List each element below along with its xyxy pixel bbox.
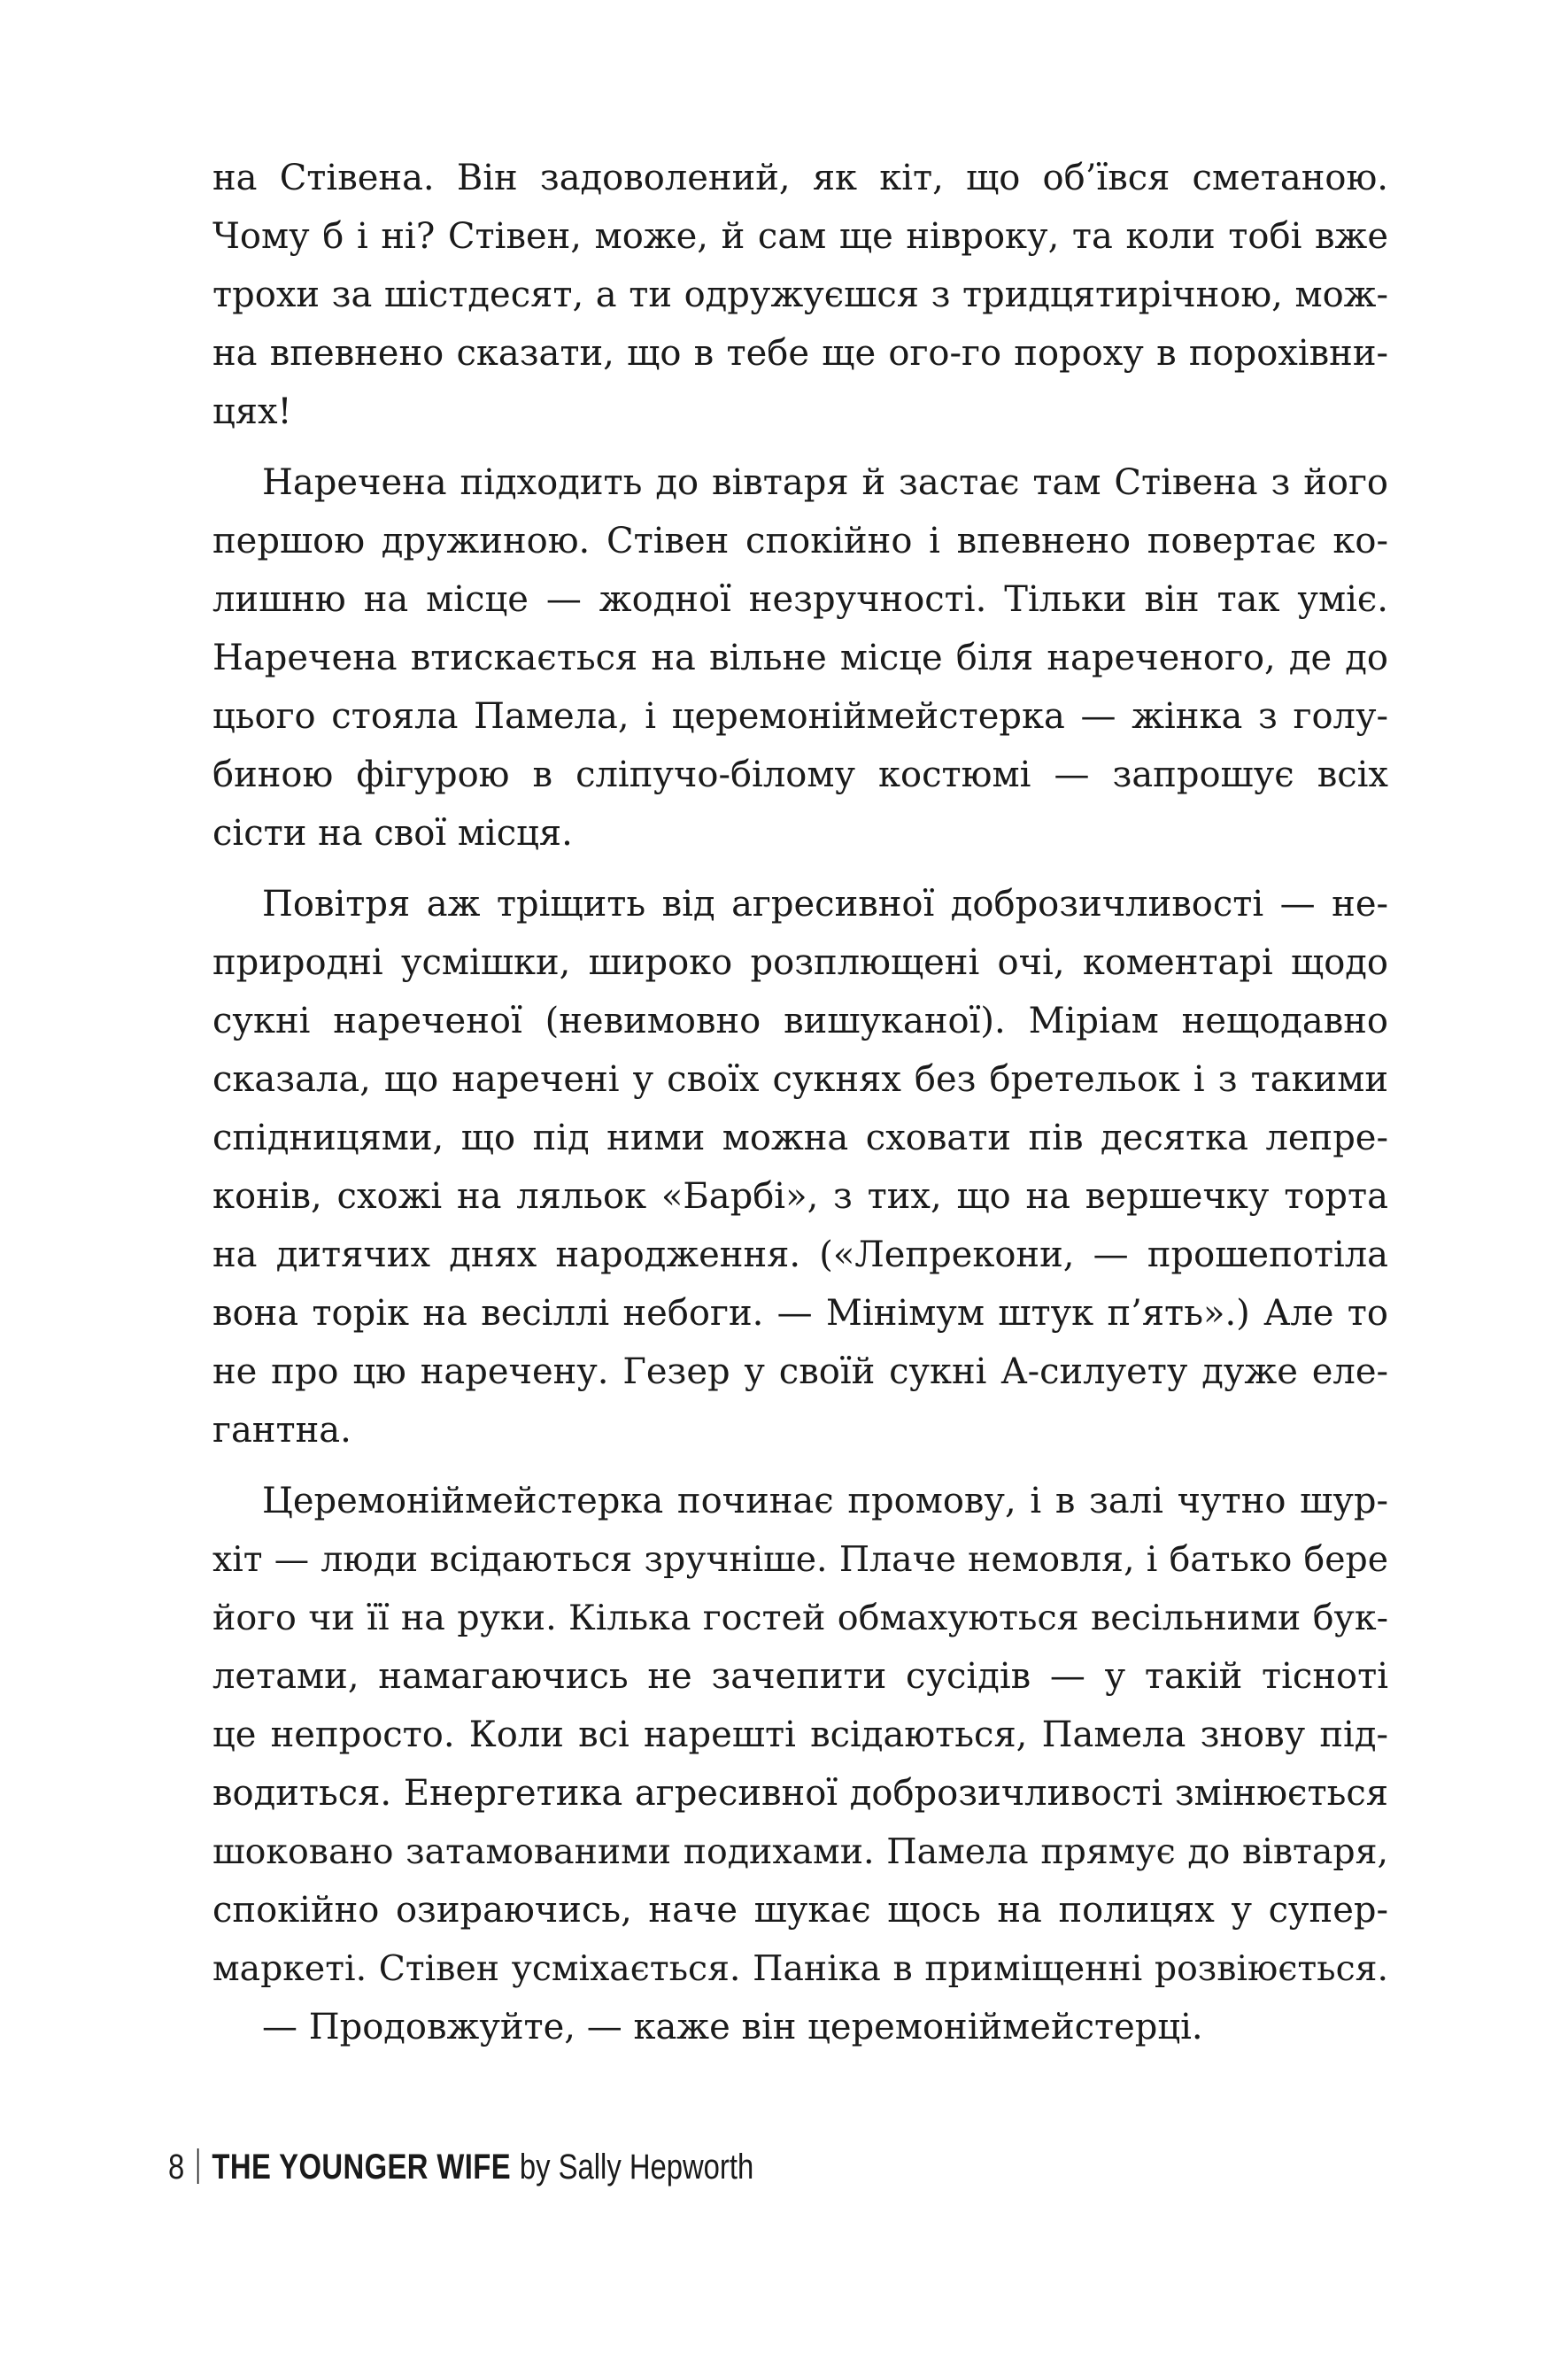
text-line: на дитячих днях народження. («Лепрекони, — прошепотіла (212, 1235, 1388, 1275)
text-line: конів, схожі на ляльок «Барбі», з тих, що на вершечку торта (212, 1176, 1388, 1217)
page-footer (168, 2145, 753, 2189)
author-byline: by Sally Hepworth (519, 2148, 754, 2187)
body-text (212, 149, 1388, 2056)
text-line: природні усмішки, широко розплющені очі, коментарі щодо (212, 942, 1388, 983)
book-title: THE YOUNGER WIFE (212, 2148, 512, 2187)
text-line: цього стояла Памела, і церемоніймейстерка — жінка з голу- (212, 696, 1388, 737)
text-line: хіт — люди всідаються зручніше. Плаче немовля, і батько бере (212, 1539, 1388, 1580)
text-line: летами, намагаючись не зачепити сусідів — у такій тісноті (212, 1656, 1388, 1697)
text-line: сказала, що наречені у своїх сукнях без бретельок і з такими (212, 1059, 1388, 1100)
text-line: Церемоніймейстерка починає промову, і в залі чутно шур- (262, 1481, 1388, 1521)
text-line: шоковано затамованими подихами. Памела прямує до вівтаря, (212, 1831, 1388, 1872)
page-number: 8 (168, 2148, 185, 2187)
text-line: Наречена втискається на вільне місце біля нареченого, де до (212, 638, 1388, 678)
paragraph (212, 875, 1388, 1459)
text-line: Повітря аж тріщить від агресивної доброзичливості — не- (262, 884, 1388, 925)
text-line: спокійно озираючись, наче шукає щось на полицях у супер- (212, 1890, 1388, 1931)
text-line: сукні нареченої (невимовно вишуканої). Міріам нещодавно (212, 1001, 1388, 1041)
footer-divider (197, 2148, 199, 2184)
text-line: Наречена підходить до вівтаря й застає там Стівена з його (262, 462, 1388, 503)
text-line: биною фігурою в сліпучо-білому костюмі — запрошує всіх (212, 755, 1388, 795)
text-line: цях! (212, 391, 292, 432)
text-line: сісти на свої місця. (212, 813, 573, 854)
text-line: трохи за шістдесят, а ти одружуєшся з тридцятирічною, мож- (212, 275, 1388, 315)
text-line: спідницями, що під ними можна сховати пів десятка лепре- (212, 1118, 1388, 1158)
text-line: не про цю наречену. Гезер у своїй сукні А-силуету дуже еле- (212, 1351, 1388, 1392)
text-line: лишню на місце — жодної незручності. Тільки він так уміє. (212, 579, 1388, 620)
text-line: першою дружиною. Стівен спокійно і впевнено повертає ко- (212, 521, 1388, 561)
text-line: на Стівена. Він задоволений, як кіт, що об’ївся сметаною. (212, 158, 1388, 198)
text-line: гантна. (212, 1410, 351, 1451)
paragraph (212, 453, 1388, 863)
text-line: водиться. Енергетика агресивної доброзичливості змінюється (212, 1773, 1388, 1814)
text-line: маркеті. Стівен усміхається. Паніка в приміщенні розвіюється. (212, 1948, 1388, 1989)
text-line: — Продовжуйте, — каже він церемоніймейстерці. (262, 2007, 1203, 2047)
text-line: вона торік на весіллі небоги. — Мінімум штук п’ять».) Але то (212, 1293, 1388, 1334)
paragraph (212, 1472, 1388, 1998)
text-line: це непросто. Коли всі нарешті всідаються, Памела знову під- (212, 1714, 1388, 1755)
paragraph (212, 149, 1388, 441)
text-line: на впевнено сказати, що в тебе ще ого-го пороху в порохівни- (212, 333, 1388, 374)
text-line: Чому б і ні? Стівен, може, й сам ще нівроку, та коли тобі вже (212, 216, 1388, 257)
paragraph (212, 1998, 1388, 2056)
text-line: його чи її на руки. Кілька гостей обмахуються весільними бук- (212, 1598, 1388, 1638)
